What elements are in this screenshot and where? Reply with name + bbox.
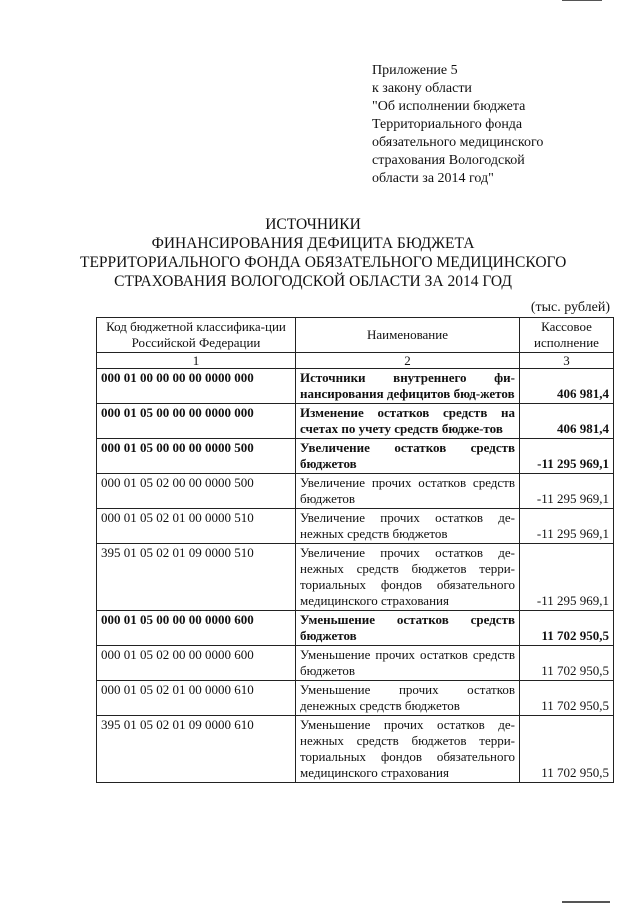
table-row — [97, 716, 614, 783]
header-amount: Кассовое исполнение — [520, 318, 614, 353]
column-number: 1 — [97, 353, 296, 369]
table-row — [97, 611, 614, 646]
budget-code: 395 01 05 02 01 09 0000 610 — [97, 716, 296, 783]
appendix-note — [372, 62, 622, 188]
item-name: Уменьшение прочих остатков де-нежных средств бюджетов терри-ториальных фондов обязательного медицинского страхования — [296, 716, 520, 783]
execution-amount: -11 295 969,1 — [520, 474, 614, 509]
header-name: Наименование — [296, 318, 520, 353]
appendix-line: обязательного медицинского — [372, 135, 544, 150]
table-row — [97, 474, 614, 509]
table-row — [97, 509, 614, 544]
sources-table — [96, 317, 614, 783]
title-line: ИСТОЧНИКИ — [265, 216, 361, 233]
scan-edge-mark — [562, 901, 610, 903]
units-label: (тыс. рублей) — [530, 300, 610, 315]
table-row — [97, 681, 614, 716]
table-body — [97, 369, 614, 783]
column-number: 3 — [520, 353, 614, 369]
table-row — [97, 369, 614, 404]
appendix-line: страхования Вологодской — [372, 153, 525, 168]
item-name: Изменение остатков средств на счетах по учету средств бюдже-тов — [296, 404, 520, 439]
appendix-line: "Об исполнении бюджета — [372, 99, 526, 114]
column-number: 2 — [296, 353, 520, 369]
budget-code: 000 01 00 00 00 00 0000 000 — [97, 369, 296, 404]
item-name: Увеличение остатков средств бюджетов — [296, 439, 520, 474]
execution-amount: 11 702 950,5 — [520, 611, 614, 646]
execution-amount: -11 295 969,1 — [520, 544, 614, 611]
scan-edge-mark — [562, 0, 602, 1]
title-line: ФИНАНСИРОВАНИЯ ДЕФИЦИТА БЮДЖЕТА — [151, 235, 475, 252]
budget-code: 000 01 05 02 00 00 0000 600 — [97, 646, 296, 681]
item-name: Увеличение прочих остатков средств бюджетов — [296, 474, 520, 509]
execution-amount: 406 981,4 — [520, 404, 614, 439]
appendix-line: Приложение 5 — [372, 63, 458, 78]
execution-amount: -11 295 969,1 — [520, 509, 614, 544]
appendix-line: области за 2014 год" — [372, 171, 494, 186]
table-row — [97, 404, 614, 439]
column-number-row — [97, 353, 614, 369]
title-line: СТРАХОВАНИЯ ВОЛОГОДСКОЙ ОБЛАСТИ ЗА 2014 ГОД — [114, 273, 512, 290]
table-row — [97, 544, 614, 611]
item-name: Уменьшение прочих остатков денежных средств бюджетов — [296, 681, 520, 716]
appendix-line: Территориального фонда — [372, 117, 523, 132]
item-name: Уменьшение прочих остатков средств бюджетов — [296, 646, 520, 681]
execution-amount: 11 702 950,5 — [520, 646, 614, 681]
execution-amount: -11 295 969,1 — [520, 439, 614, 474]
budget-code: 395 01 05 02 01 09 0000 510 — [97, 544, 296, 611]
header-code: Код бюджетной классифика-ции Российской Федерации — [97, 318, 296, 353]
budget-code: 000 01 05 02 01 00 0000 610 — [97, 681, 296, 716]
budget-code: 000 01 05 00 00 00 0000 600 — [97, 611, 296, 646]
header-row — [97, 318, 614, 353]
execution-amount: 11 702 950,5 — [520, 681, 614, 716]
table-row — [97, 439, 614, 474]
budget-code: 000 01 05 00 00 00 0000 500 — [97, 439, 296, 474]
title-line: ТЕРРИТОРИАЛЬНОГО ФОНДА ОБЯЗАТЕЛЬНОГО МЕДИЦИНСКОГО — [80, 254, 567, 271]
table-row — [97, 646, 614, 681]
item-name: Источники внутреннего фи-нансирования дефицитов бюд-жетов — [296, 369, 520, 404]
item-name: Увеличение прочих остатков де-нежных средств бюджетов — [296, 509, 520, 544]
budget-code: 000 01 05 00 00 00 0000 000 — [97, 404, 296, 439]
execution-amount: 11 702 950,5 — [520, 716, 614, 783]
item-name: Увеличение прочих остатков де-нежных средств бюджетов терри-ториальных фондов обязательного медицинского страхования — [296, 544, 520, 611]
document-title — [80, 215, 567, 291]
appendix-line: к закону области — [372, 81, 472, 96]
budget-code: 000 01 05 02 00 00 0000 500 — [97, 474, 296, 509]
budget-code: 000 01 05 02 01 00 0000 510 — [97, 509, 296, 544]
execution-amount: 406 981,4 — [520, 369, 614, 404]
item-name: Уменьшение остатков средств бюджетов — [296, 611, 520, 646]
